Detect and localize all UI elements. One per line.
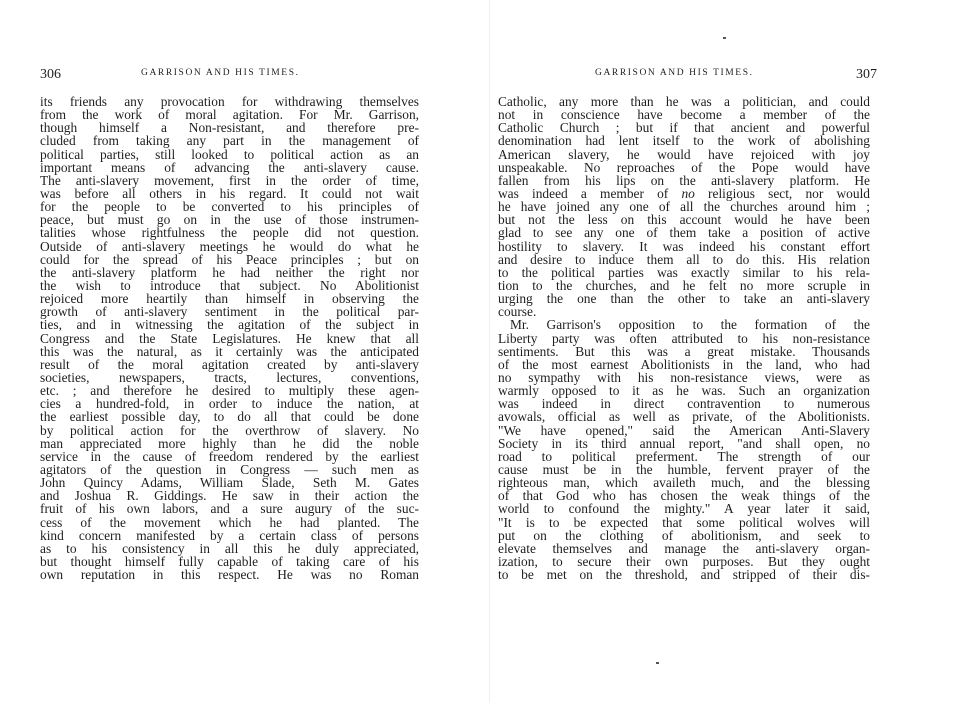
text-line: Congress and the State Legislatures. He knew that all — [40, 330, 419, 346]
text-line: societies, newspapers, tracts, lectures, conventions, — [40, 369, 419, 385]
text-line: but not the less on this account would he have been — [498, 212, 870, 228]
text-line: was before all others in his regard. It could not wait — [40, 185, 419, 201]
running-title: GARRISON AND HIS TIMES. — [141, 68, 300, 78]
text-line: political parties, still looked to political action as an — [40, 146, 419, 162]
text-line: Catholic Church ; but if that ancient and powerful — [498, 120, 870, 136]
text-line: this was the natural, as it certainly was the anticipated — [40, 343, 419, 359]
text-line: fallen from his lips on the anti-slavery platform. He — [498, 172, 870, 188]
text-line: put on the clothing of abolitionism, and seek to — [498, 527, 870, 543]
text-line: The anti-slavery movement, first in the order of time, — [40, 172, 419, 188]
text-line: cess of the movement which he had planted. The — [40, 514, 419, 530]
text-line: and Joshua R. Giddings. He saw in their action the — [40, 488, 419, 504]
text-line: no sympathy with his non-resistance views, were as — [498, 369, 870, 385]
text-line: could for the spread of his Peace principles ; but on — [40, 251, 419, 267]
text-line: tion to the churches, and he felt no more scruple in — [498, 277, 870, 293]
text-line: of that God who has chosen the weak things of the — [498, 488, 870, 504]
text-line: kind concern manifested by a certain class of persons — [40, 527, 419, 543]
text-line: but thought himself fully capable of taking care of his — [40, 553, 419, 569]
text-line: agitators of the question in Congress — such men as — [40, 461, 419, 477]
text-line: as to his consistency in all this he duly appreciated, — [40, 540, 419, 556]
text-line: rejoiced more heartily than himself in observing the — [40, 291, 419, 307]
text-line: own reputation in this respect. He was no Roman — [40, 567, 419, 583]
text-line: for the people to be converted to his principles of — [40, 199, 419, 215]
running-title: GARRISON AND HIS TIMES. — [595, 68, 754, 78]
text-line: "It is to be expected that some political wolves will — [498, 514, 870, 530]
text-line: etc. ; and therefore he desired to multiply these agen- — [40, 383, 419, 399]
text-line: peace, but must go on in the use of those instrumen- — [40, 212, 419, 228]
text-line: to the political parties was exactly similar to his rela- — [498, 264, 870, 280]
text-line: John Quincy Adams, William Slade, Seth M. Gates — [40, 475, 419, 491]
text-line: "We have opened," said the American Anti-Slavery — [498, 422, 870, 438]
text-line: denomination had lent itself to the work of abolishing — [498, 133, 870, 149]
page-number: 307 — [856, 67, 877, 82]
text-line: American slavery, he would have rejoiced with joy — [498, 146, 870, 162]
text-line: its friends any provocation for withdrawing themselves — [40, 94, 419, 109]
text-line: hostility to slavery. It was indeed his constant effort — [498, 238, 870, 254]
text-line: service in the cause of freedom rendered by the earliest — [40, 448, 419, 464]
text-line: he have joined any one of all the churches around him ; — [498, 199, 870, 215]
text-line: was indeed in direct contravention to numerous — [498, 396, 870, 412]
text-line: the wish to introduce that subject. No Abolitionist — [40, 277, 419, 293]
page-text — [498, 95, 870, 581]
text-line: result of the moral agitation created by anti-slavery — [40, 356, 419, 372]
text-line: man appreciated more highly than he did the noble — [40, 435, 419, 451]
text-line: from the work of moral agitation. For Mr. Garrison, — [40, 107, 419, 123]
text-line: talities whose rightfulness the people did not question. — [40, 225, 419, 241]
text-line: cluded from taking any part in the management of — [40, 133, 419, 149]
right-page — [490, 0, 980, 703]
text-line: by political action for the overthrow of slavery. No — [40, 422, 419, 438]
text-line: the anti-slavery platform he had neither the right nor — [40, 264, 419, 280]
text-line: fruit of his own labors, and a sure augury of the suc- — [40, 501, 419, 517]
page-text — [40, 95, 419, 581]
text-line: Liberty party was often attributed to his non-resistance — [498, 330, 870, 346]
text-line: Society in its third annual report, "and shall open, no — [498, 435, 870, 451]
text-line: the earliest possible day, to do all that could be done — [40, 409, 419, 425]
text-line: to be met on the threshold, and stripped of their dis- — [498, 567, 870, 583]
text-line: cies a hundred-fold, in order to induce the nation, at — [40, 396, 419, 412]
text-line: ization, to secure their own purposes. But they ought — [498, 553, 870, 569]
text-line: growth of anti-slavery sentiment in the political par- — [40, 304, 419, 320]
text-line: not in conscience have become a member of the — [498, 107, 870, 123]
text-line: glad to see any one of them take a position of active — [498, 225, 870, 241]
text-line: urging the one than the other to take an anti-slavery — [498, 291, 870, 307]
text-line: avowals, official as well as private, of the Abolitionists. — [498, 409, 870, 425]
text-line: though himself a Non-resistant, and therefore pre- — [40, 120, 419, 136]
text-line: world to confound the mighty." A year later it said, — [498, 501, 870, 517]
text-line: Outside of anti-slavery meetings he would do what he — [40, 238, 419, 254]
text-line: Catholic, any more than he was a politician, and could — [498, 94, 870, 109]
text-line: of the most earnest Abolitionists in the land, who had — [498, 356, 870, 372]
text-line: was indeed a member of no religious sect, nor would — [498, 185, 870, 201]
text-line: sentiments. But this was a great mistake. Thousands — [498, 343, 870, 359]
text-line: road to political preferment. The strength of our — [498, 448, 870, 464]
text-line: righteous man, which availeth much, and the blessing — [498, 475, 870, 491]
text-line: Mr. Garrison's opposition to the formation of the — [510, 317, 870, 333]
text-line: elevate themselves and manage the anti-slavery organ- — [498, 540, 870, 556]
text-line: important means of advancing the anti-slavery cause. — [40, 159, 419, 175]
text-line: course. — [498, 304, 537, 320]
text-line: cause must be in the humble, fervent prayer of the — [498, 461, 870, 477]
text-line: unspeakable. No reproaches of the Pope would have — [498, 159, 870, 175]
text-line: and desire to induce them all to do this. His relation — [498, 251, 870, 267]
text-line: warmly opposed to it as he was. Such an organization — [498, 383, 870, 399]
page-number: 306 — [40, 67, 61, 82]
text-line: ties, and in witnessing the agitation of the subject in — [40, 317, 419, 333]
